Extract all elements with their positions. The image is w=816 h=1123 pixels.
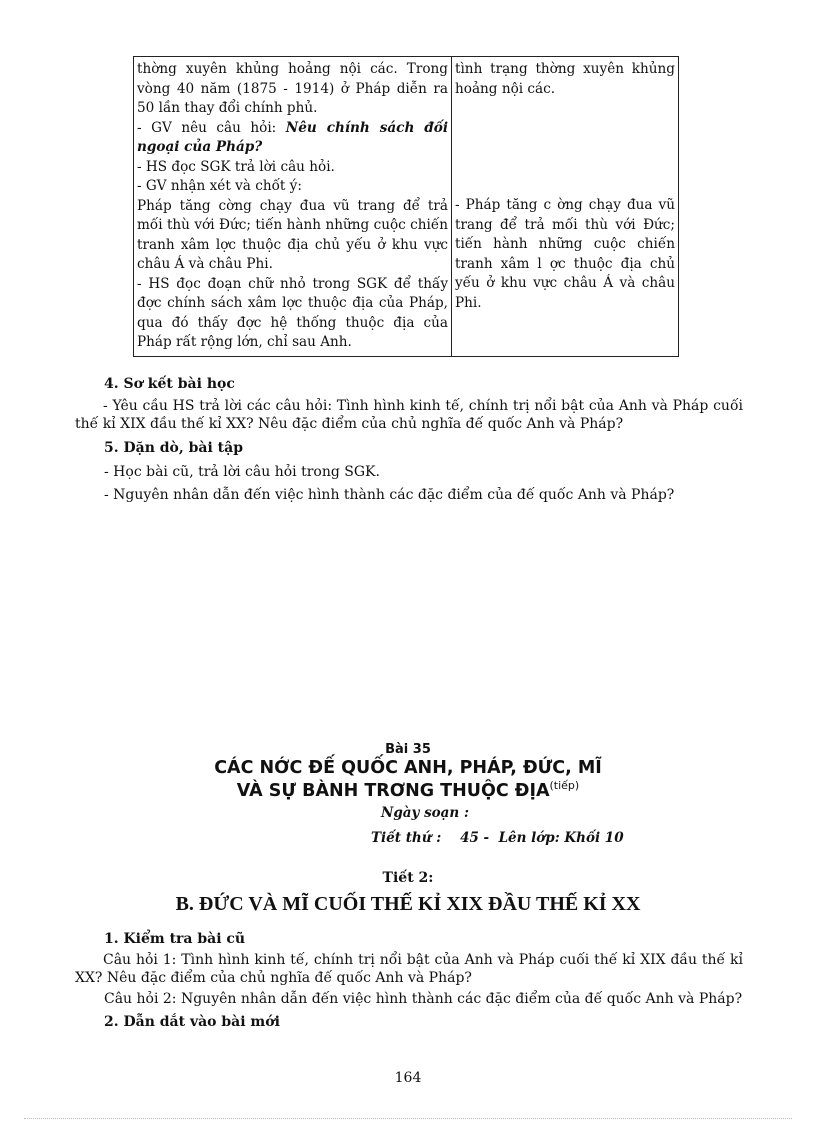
right-para-1: tình trạng thờng xuyên khủng hoảng nội các. xyxy=(455,61,675,97)
intro-heading: 2. Dẫn dắt vào bài mới xyxy=(104,1014,280,1030)
left-para-2 xyxy=(137,119,448,158)
section4-text: - Yêu cầu HS trả lời các câu hỏi: Tình hình kinh tế, chính trị nổi bật của Anh và Pháp cuối thế kỉ XIX đầu thế kỉ XX? Nêu đặc điểm của chủ nghĩa đế quốc Anh và Pháp? xyxy=(75,398,743,432)
gv-question-label: - GV nêu câu hỏi: xyxy=(137,119,277,136)
check-heading: 1. Kiểm tra bài cũ xyxy=(104,931,246,947)
class-label: Lên lớp: Khối 10 xyxy=(498,830,624,846)
part-title: B. ĐỨC VÀ MĨ CUỐI THẾ KỈ XIX ĐẦU THẾ KỈ XX xyxy=(175,893,641,915)
tiet-label: Tiết 2: xyxy=(382,870,434,886)
table-row xyxy=(134,57,679,357)
check-q1: Câu hỏi 1: Tình hình kinh tế, chính trị nổi bật của Anh và Pháp cuối thế kỉ XIX đầu thế kỉ XX? Nêu đặc điểm của chủ nghĩa đế quốc Anh và Pháp? xyxy=(75,952,743,986)
lesson-title-line1: CÁC NỚC ĐẾ QUỐC ANH, PHÁP, ĐỨC, MĨ xyxy=(214,758,602,778)
teacher-activity-cell xyxy=(134,57,452,357)
section5-item1: - Học bài cũ, trả lời câu hỏi trong SGK. xyxy=(104,464,380,480)
left-para-5: Pháp tăng cờng chạy đua vũ trang để trả mối thù với Đức; tiến hành những cuộc chiến tranh xâm lợc thuộc địa chủ yếu ở khu vực châu Á và châu Phi. xyxy=(137,197,448,272)
left-para-3: - HS đọc SGK trả lời câu hỏi. xyxy=(137,158,335,175)
period-value: 45 - xyxy=(460,830,490,846)
date-label: Ngày soạn : xyxy=(381,805,469,821)
section4-heading: 4. Sơ kết bài học xyxy=(104,376,235,392)
lesson-title xyxy=(0,759,816,800)
period-line xyxy=(371,830,624,846)
period-label: Tiết thứ : xyxy=(371,830,442,846)
lesson-title-suffix: (tiếp) xyxy=(549,779,580,792)
lesson-table xyxy=(133,56,679,357)
lesson-title-line2-wrap xyxy=(0,777,816,800)
gv-question-text: Nêu chính sách đối ngoại của Pháp? xyxy=(137,119,449,155)
page-number: 164 xyxy=(394,1070,422,1086)
left-para-4: - GV nhận xét và chốt ý: xyxy=(137,178,302,194)
left-para-1: thờng xuyên khủng hoảng nội các. Trong vòng 40 năm (1875 - 1914) ở Pháp diễn ra 50 lần thay đổi chính phủ. xyxy=(137,61,448,116)
knowledge-cell xyxy=(452,57,679,357)
section5-item2: - Nguyên nhân dẫn đến việc hình thành các đặc điểm của đế quốc Anh và Pháp? xyxy=(104,487,675,503)
check-q2: Câu hỏi 2: Nguyên nhân dẫn đến việc hình thành các đặc điểm của đế quốc Anh và Pháp? xyxy=(104,991,743,1007)
bottom-dotted-divider xyxy=(24,1118,792,1119)
right-para-2: - Pháp tăng c ờng chạy đua vũ trang để trả mối thù với Đức; tiến hành những cuộc chiến tranh xâm l ợc thuộc địa chủ yếu ở khu vực châu Á và châu Phi. xyxy=(455,197,675,311)
lesson-title-line2: VÀ SỰ BÀNH TRƠNG THUỘC ĐỊA xyxy=(236,780,550,801)
left-para-6: - HS đọc đoạn chữ nhỏ trong SGK để thấy đợc chính sách xâm lợc thuộc địa của Pháp, qua đó thấy đợc hệ thống thuộc địa của Pháp rất rộng lớn, chỉ sau Anh. xyxy=(137,275,448,350)
section5-heading: 5. Dặn dò, bài tập xyxy=(104,440,244,456)
lesson-number: Bài 35 xyxy=(385,742,431,757)
